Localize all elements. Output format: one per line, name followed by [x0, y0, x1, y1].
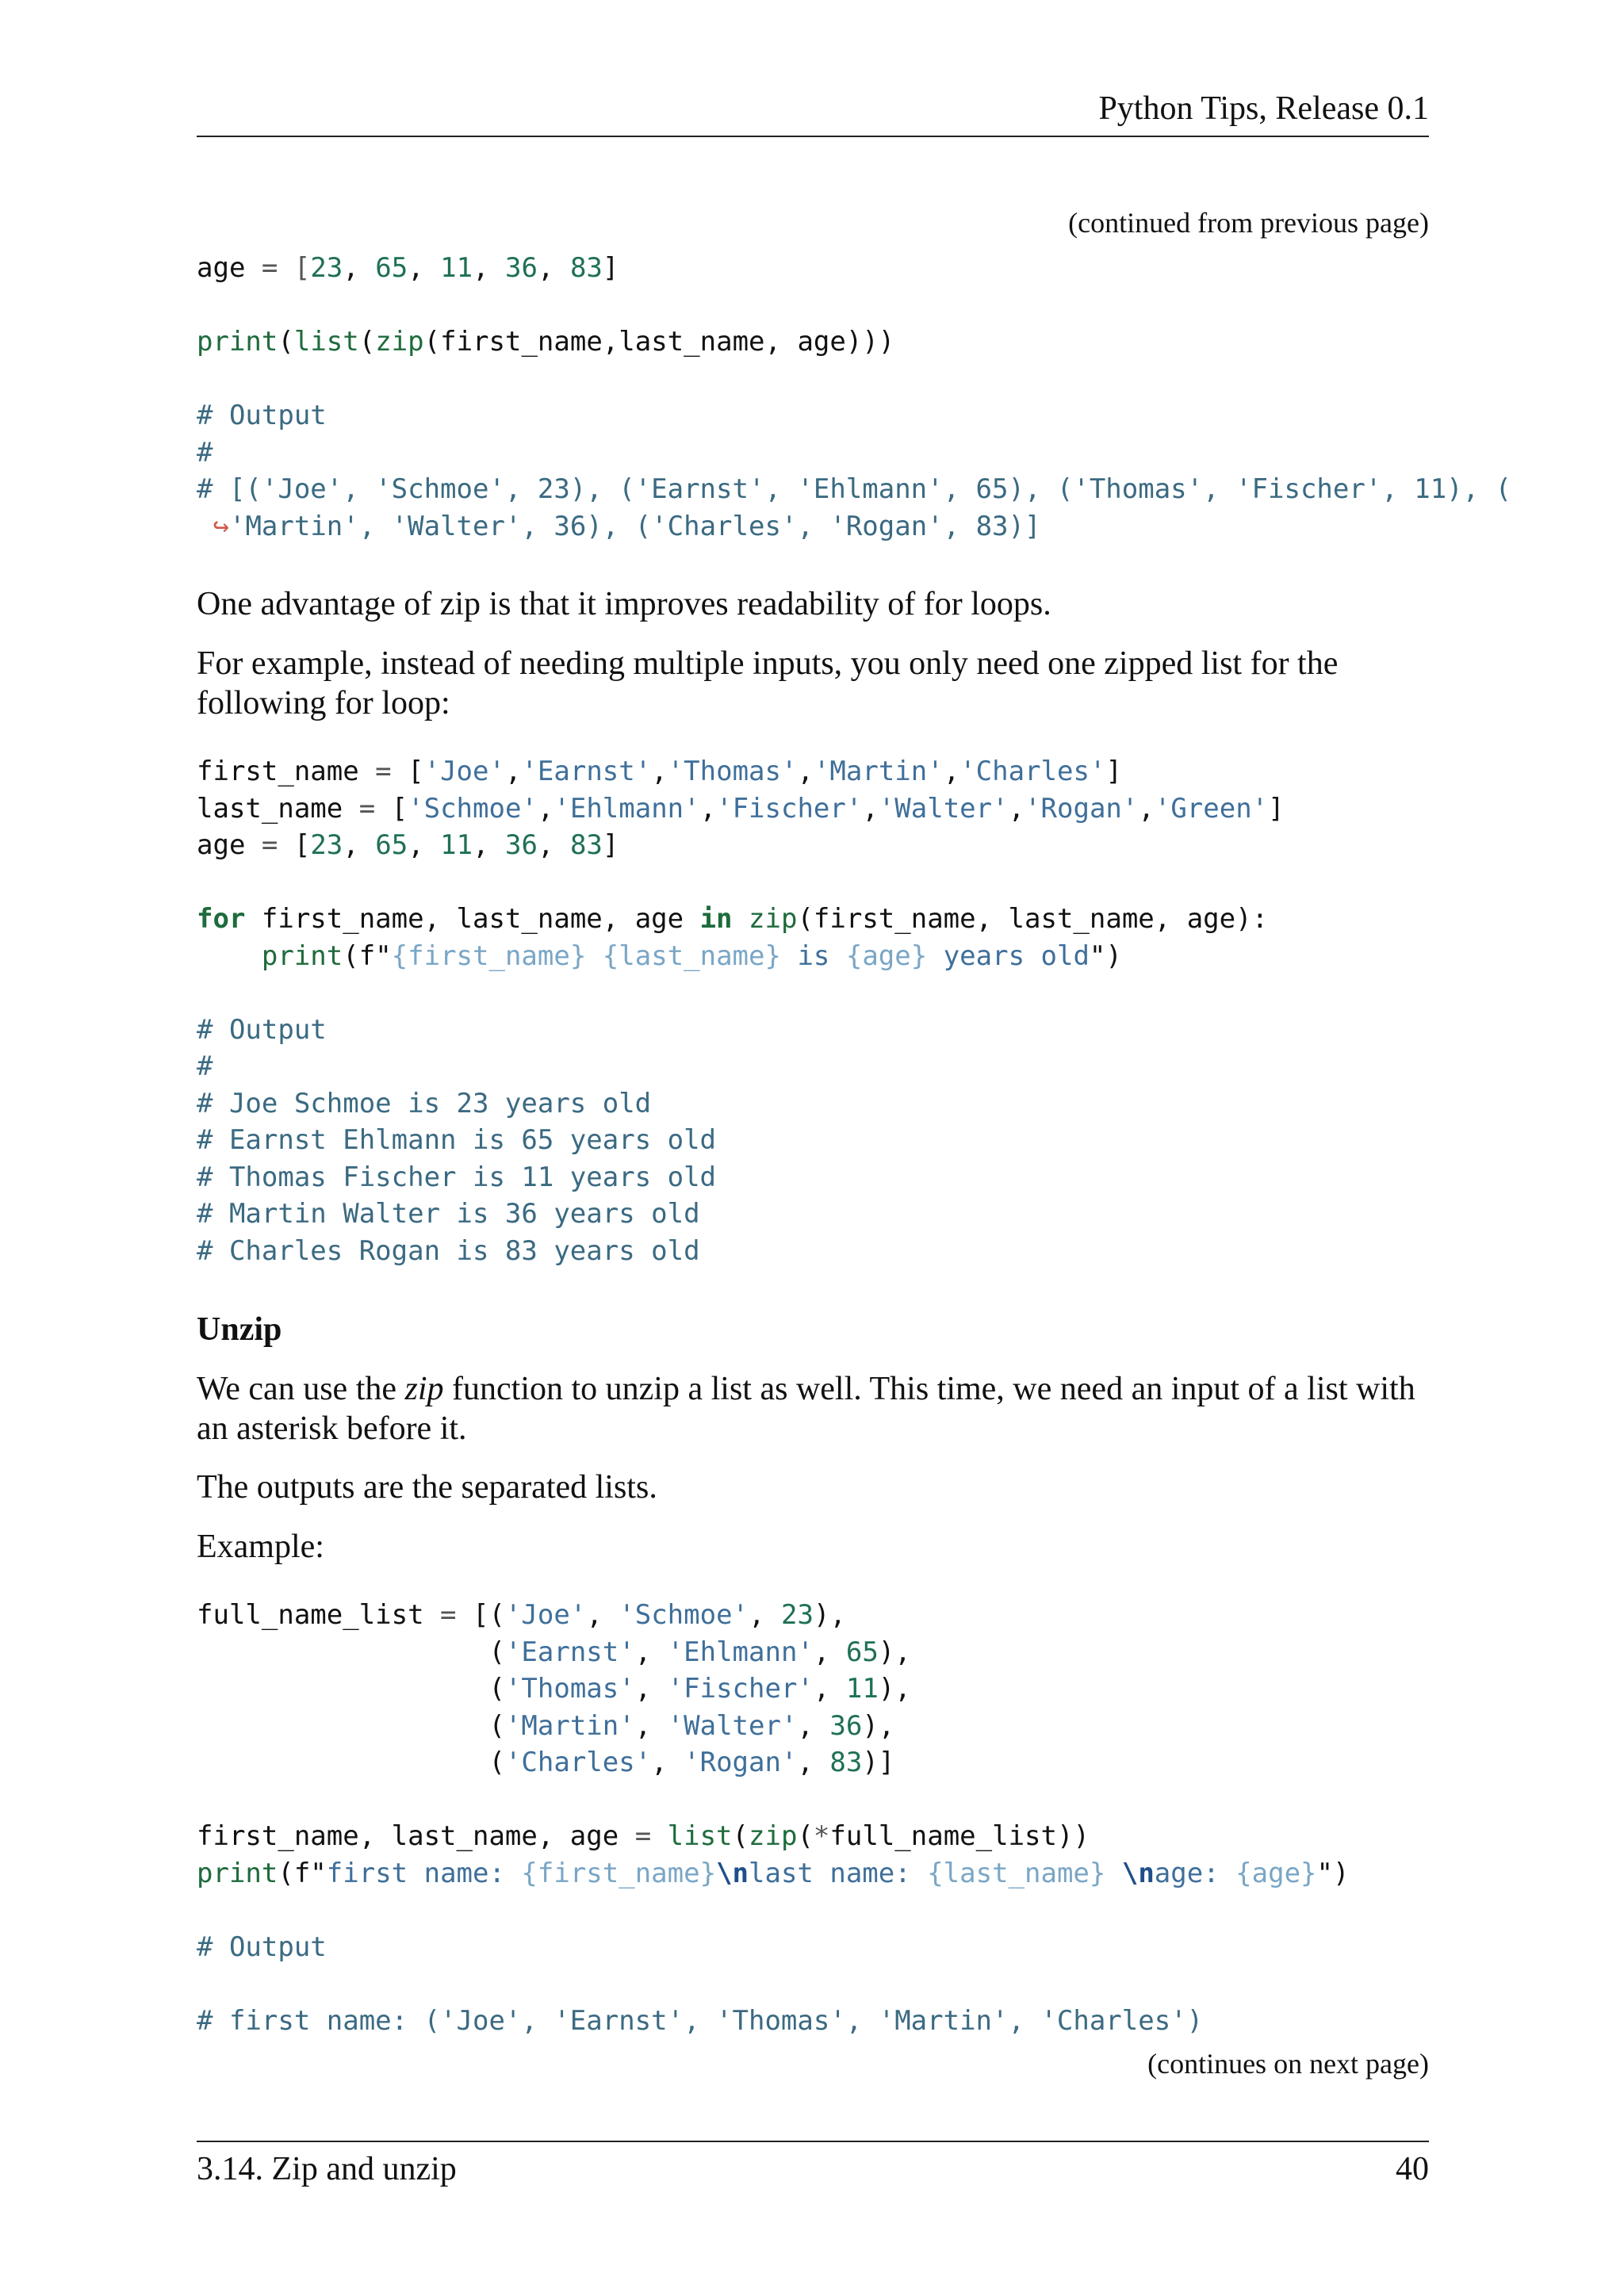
paragraph: The outputs are the separated lists. [197, 1469, 657, 1506]
section-heading-unzip: Unzip [197, 1311, 282, 1348]
code-line: print(list(zip(first_name,last_name, age))) [197, 326, 895, 358]
code-comment: # Output [197, 400, 327, 431]
code-line: print(f"first name: {first_name}\nlast name: {last_name} \nage: {age}") [197, 1857, 1350, 1889]
code-comment: ↪'Martin', 'Walter', 36), ('Charles', 'Rogan', 83)] [213, 510, 1041, 542]
code-line: ('Martin', 'Walter', 36), [197, 1709, 895, 1742]
code-comment: # [197, 1050, 213, 1082]
code-comment: # Output [197, 1013, 327, 1046]
code-line: for first_name, last_name, age in zip(first_name, last_name, age): [197, 903, 1269, 935]
continues-on-note: (continues on next page) [1147, 2048, 1429, 2080]
footer-section-title: 3.14. Zip and unzip [197, 2151, 457, 2187]
paragraph: We can use the zip function to unzip a list as well. This time, we need an input of a list with an asterisk before it. [197, 1371, 1415, 1447]
line-continuation-icon: ↪ [213, 510, 229, 542]
page-number: 40 [1396, 2151, 1429, 2187]
code-comment: # [('Joe', 'Schmoe', 23), ('Earnst', 'Ehlmann', 65), ('Thomas', 'Fischer', 11), ( [197, 473, 1512, 505]
code-line: print(f"{first_name} {last_name} is {age} years old") [261, 939, 1122, 972]
continued-from-note: (continued from previous page) [1068, 207, 1429, 239]
code-comment: # Joe Schmoe is 23 years old [197, 1087, 652, 1119]
code-line: age = [23, 65, 11, 36, 83] [197, 829, 619, 861]
code-block-zip-print [197, 250, 1511, 545]
code-comment: # first name: ('Joe', 'Earnst', 'Thomas', 'Martin', 'Charles') [197, 2004, 1204, 2037]
footer-rule [197, 2141, 1429, 2142]
code-line: age = [23, 65, 11, 36, 83] [197, 252, 619, 284]
header-rule [197, 136, 1429, 137]
code-line: full_name_list = [('Joe', 'Schmoe', 23), [197, 1599, 846, 1631]
paragraph: One advantage of zip is that it improves readability of for loops. [197, 586, 1051, 622]
code-line: first_name, last_name, age = list(zip(*full_name_list)) [197, 1820, 1090, 1852]
code-block-for-loop [197, 753, 1285, 1269]
code-comment: # [197, 436, 213, 469]
code-line: ('Earnst', 'Ehlmann', 65), [197, 1636, 911, 1668]
code-comment: # Martin Walter is 36 years old [197, 1198, 700, 1230]
code-block-unzip [197, 1597, 1349, 2039]
code-comment: # Thomas Fischer is 11 years old [197, 1161, 717, 1193]
paragraph: Example: [197, 1529, 324, 1565]
paragraph: For example, instead of needing multiple inputs, you only need one zipped list for the following for loop: [197, 645, 1339, 721]
code-line: last_name = ['Schmoe','Ehlmann','Fischer','Walter','Rogan','Green'] [197, 792, 1285, 825]
code-line: ('Charles', 'Rogan', 83)] [197, 1747, 895, 1778]
running-header-title: Python Tips, Release 0.1 [1098, 90, 1429, 127]
code-comment: # Charles Rogan is 83 years old [197, 1234, 700, 1267]
document-page [197, 0, 1512, 2296]
code-line: ('Thomas', 'Fischer', 11), [197, 1673, 911, 1705]
code-comment: # Output [197, 1931, 327, 1963]
code-comment: # Earnst Ehlmann is 65 years old [197, 1124, 717, 1156]
code-line: first_name = ['Joe','Earnst','Thomas','Martin','Charles'] [197, 756, 1122, 787]
